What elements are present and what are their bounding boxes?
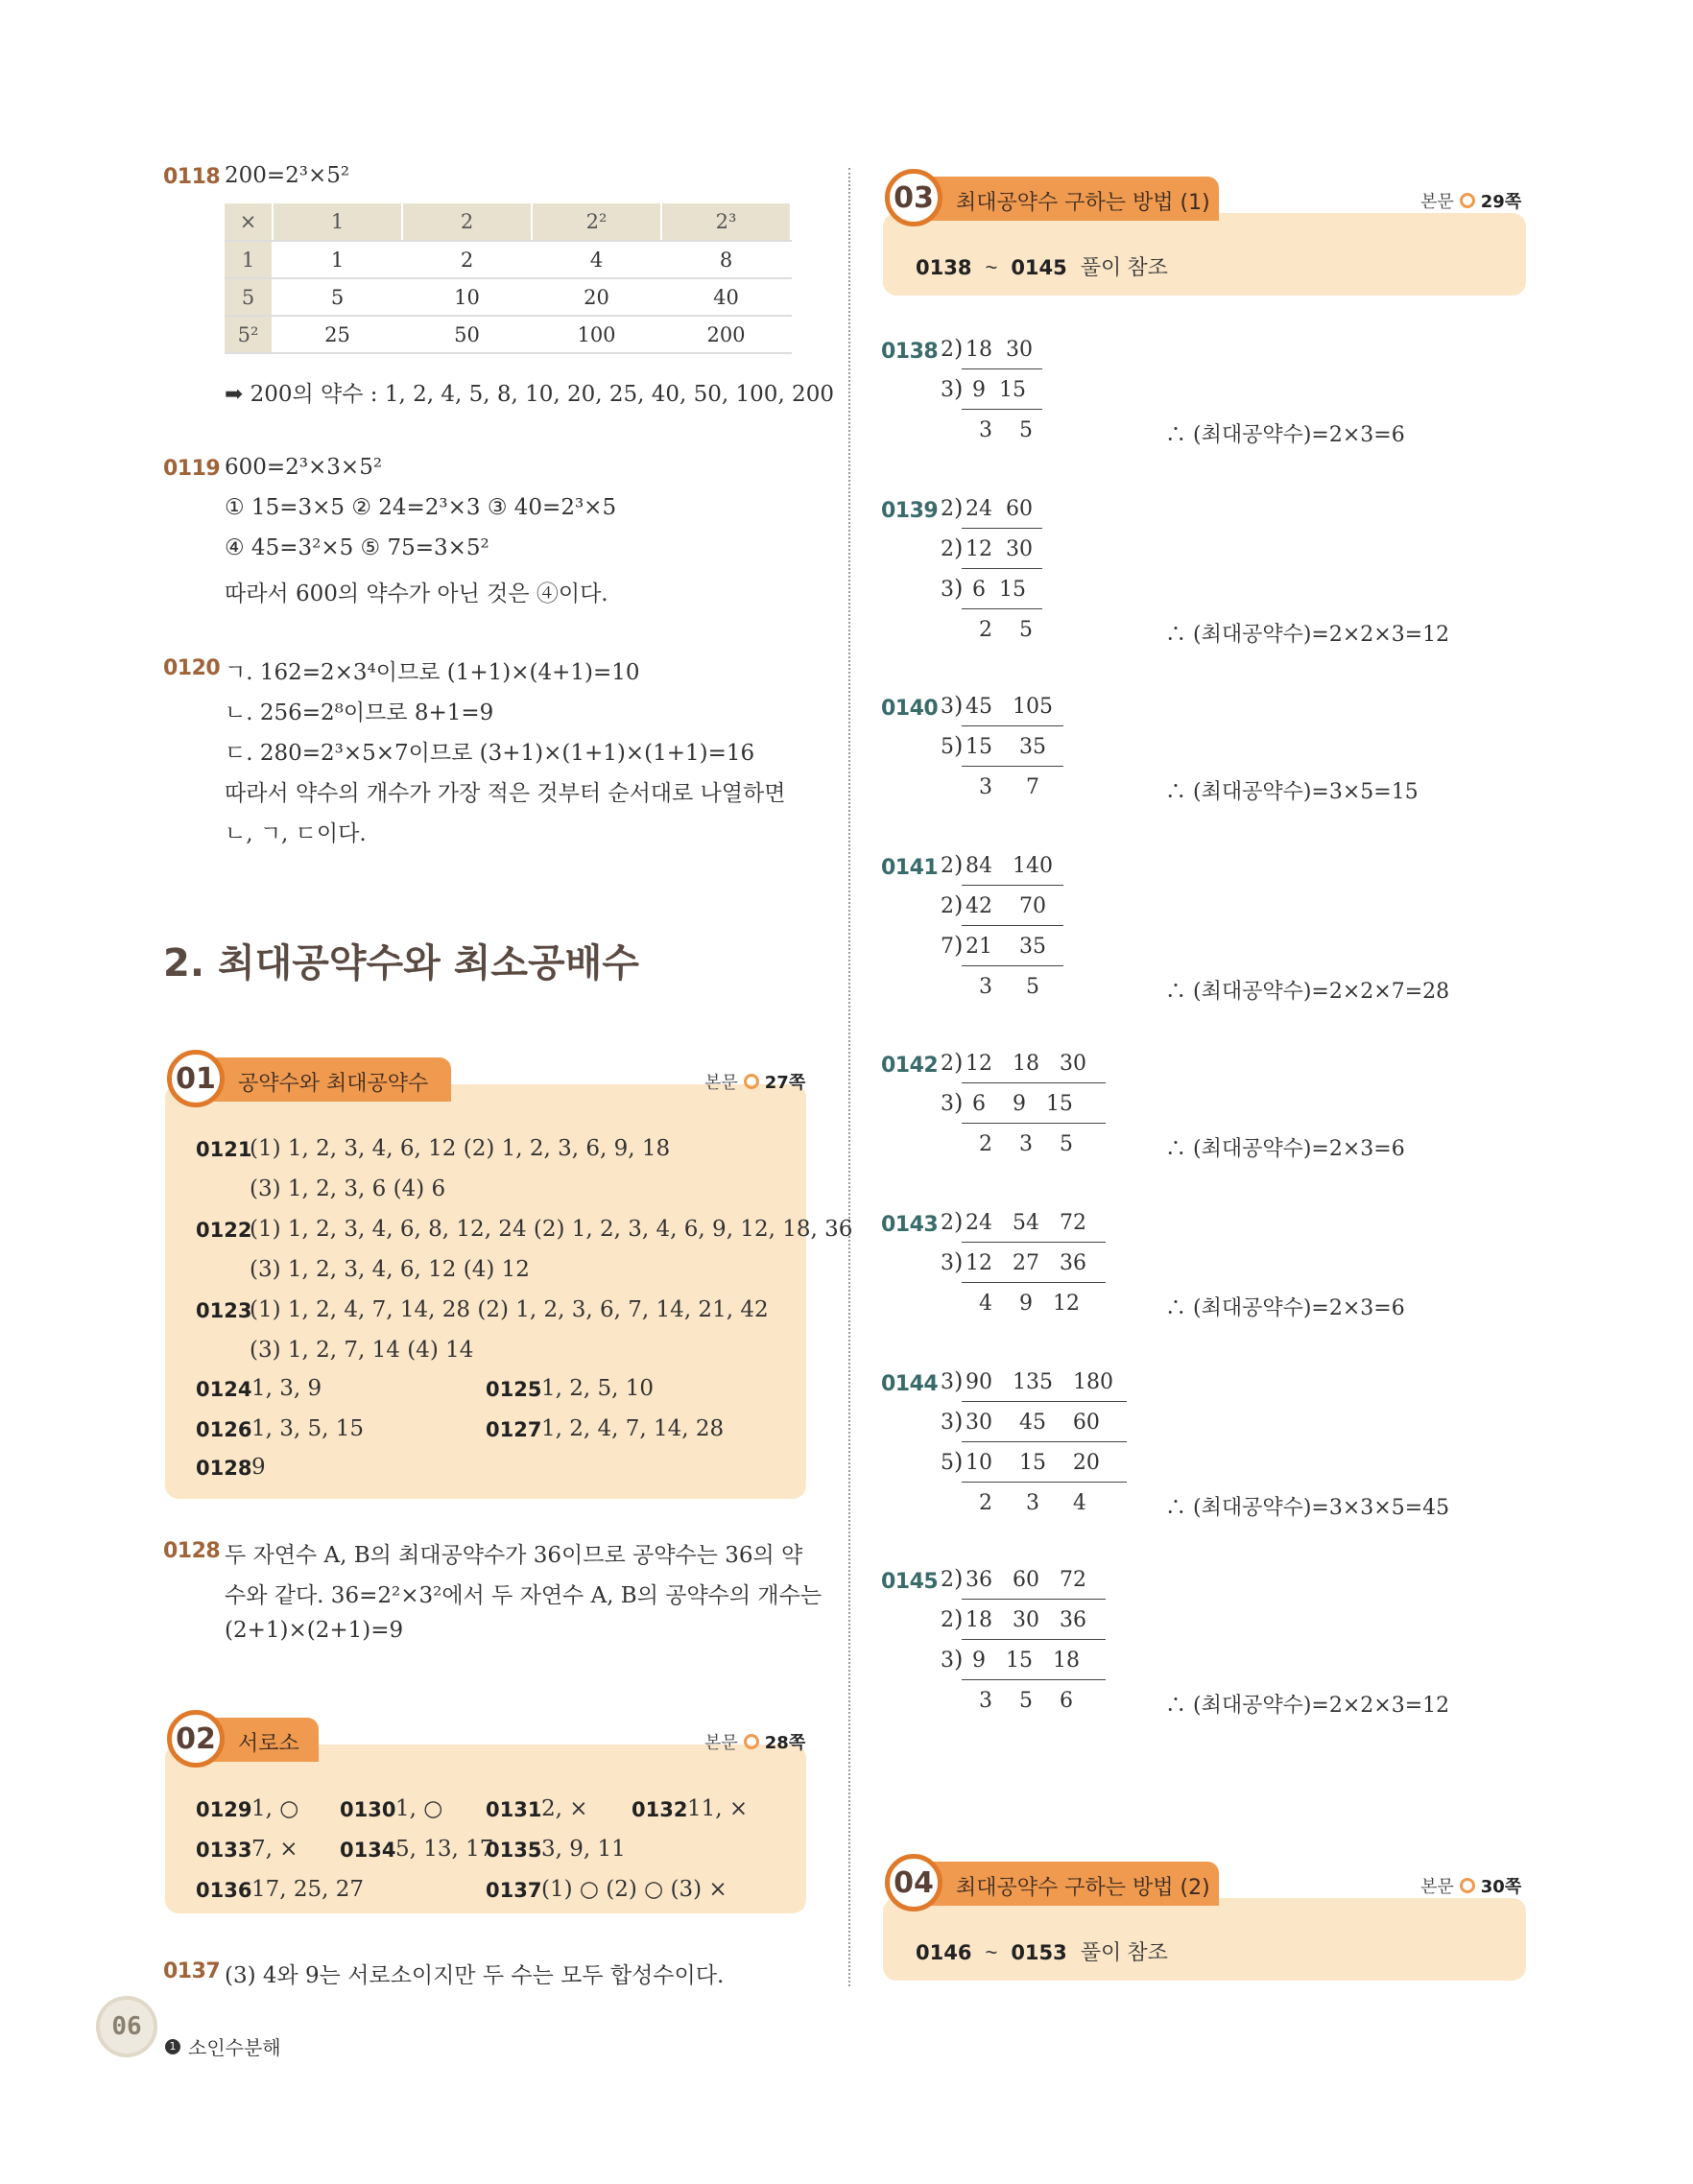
division-bracket: )	[954, 851, 964, 878]
answer-line: (1) 1, 2, 3, 4, 6, 8, 12, 24 (2) 1, 2, 3, 4, 6, 9, 12, 18, 36	[250, 1217, 853, 1242]
ref-page: 27쪽	[764, 1073, 806, 1093]
division-underline	[962, 766, 1063, 767]
division-underline	[962, 1123, 1106, 1124]
divisor: 2	[941, 497, 954, 521]
text-line: ㄴ, ㄱ, ㄷ이다.	[225, 821, 367, 846]
division-bracket: )	[954, 575, 964, 602]
division-underline	[962, 965, 1063, 966]
column-divider	[848, 168, 850, 1986]
section-04-number: 04	[885, 1854, 942, 1911]
problem-number: 0124	[196, 1378, 252, 1401]
divisor: 5	[941, 735, 954, 759]
dividend: 9 15 18	[966, 1649, 1080, 1673]
range-end: 0153	[1011, 1941, 1067, 1964]
problem-number: 0129	[196, 1798, 252, 1821]
range-tilde: ~	[985, 255, 998, 279]
gcd-result: ∴ (최대공약수)=3×5=15	[1165, 780, 1419, 804]
answer-line: 9	[251, 1455, 266, 1480]
problem-number: 0145	[881, 1570, 939, 1594]
equation: 200=2³×5²	[225, 163, 350, 188]
ref-page: 28쪽	[764, 1733, 806, 1753]
divisor: 2	[941, 1568, 954, 1592]
problem-number: 0121	[196, 1138, 252, 1161]
range-start: 0146	[916, 1941, 972, 1964]
answer-line: 1, 3, 5, 15	[251, 1416, 365, 1441]
dividend: 15 35	[966, 735, 1046, 759]
problem-number: 0135	[486, 1839, 542, 1862]
section-04-ref	[1420, 1873, 1521, 1898]
answer-line: (3) 1, 2, 3, 4, 6, 12 (4) 12	[250, 1257, 530, 1282]
problem-number: 0120	[163, 656, 221, 680]
section-03-body	[916, 251, 1168, 281]
division-bracket: )	[954, 1049, 964, 1076]
division-underline	[962, 1242, 1106, 1243]
problem-number: 0141	[881, 856, 939, 880]
problem-number: 0126	[196, 1418, 252, 1441]
page-number: 06	[96, 1996, 157, 2057]
text-line: ㄷ. 280=2³×5×7이므로 (3+1)×(1+1)×(1+1)=16	[225, 741, 755, 766]
arrow-circle-icon	[744, 1074, 759, 1089]
division-underline	[962, 1482, 1127, 1483]
quotient-row: 3 5	[979, 418, 1033, 442]
text-line: ㄴ. 256=2⁸이므로 8+1=9	[225, 700, 494, 725]
table-cell: 5²	[225, 316, 273, 353]
answer-line: (3) 1, 2, 7, 14 (4) 14	[250, 1338, 474, 1363]
problem-number: 0142	[881, 1054, 939, 1078]
answer-line: 3, 9, 11	[541, 1837, 626, 1862]
quotient-row: 2 3 5	[979, 1132, 1073, 1156]
division-bracket: )	[954, 534, 964, 561]
section-03-number: 03	[885, 169, 942, 226]
table-cell: 1	[273, 241, 402, 278]
table-cell: 2	[402, 241, 532, 278]
answer-line: (3) 1, 2, 3, 6 (4) 6	[250, 1176, 446, 1201]
text-line: ① 15=3×5 ② 24=2³×3 ③ 40=2³×5	[225, 495, 617, 520]
dividend: 10 15 20	[966, 1451, 1100, 1475]
dividend: 30 45 60	[966, 1411, 1100, 1435]
answer-line: 2, ×	[541, 1796, 588, 1821]
problem-number: 0132	[632, 1798, 688, 1821]
gcd-result: ∴ (최대공약수)=2×3=6	[1165, 1296, 1405, 1320]
table-cell: 5	[225, 278, 273, 316]
problem-number: 0123	[196, 1299, 252, 1322]
answer-line: 17, 25, 27	[251, 1877, 365, 1902]
division-underline	[962, 925, 1063, 926]
division-underline	[962, 608, 1042, 609]
gcd-result: ∴ (최대공약수)=3×3×5=45	[1165, 1496, 1450, 1520]
text-line: 따라서 약수의 개수가 가장 적은 것부터 순서대로 나열하면	[225, 781, 786, 806]
gcd-result: ∴ (최대공약수)=2×3=6	[1165, 1137, 1405, 1161]
text-line: 두 자연수 A, B의 최대공약수가 36이므로 공약수는 36의 약	[225, 1543, 803, 1568]
table-cell: 200	[661, 316, 791, 353]
division-bracket: )	[954, 1646, 964, 1673]
arrow-circle-icon	[1460, 1878, 1475, 1893]
divisor: 3	[941, 1649, 954, 1673]
division-bracket: )	[954, 494, 964, 521]
problem-number: 0136	[196, 1879, 252, 1902]
text-line: (2+1)×(2+1)=9	[225, 1618, 404, 1643]
dividend: 90 135 180	[966, 1370, 1113, 1394]
text-line: (3) 4와 9는 서로소이지만 두 수는 모두 합성수이다.	[225, 1963, 725, 1988]
divisor-result: ➡ 200의 약수 : 1, 2, 4, 5, 8, 10, 20, 25, 40, 50, 100, 200	[225, 382, 834, 407]
range-tilde: ~	[985, 1940, 998, 1964]
section-01-ref	[704, 1069, 805, 1094]
text-line: ④ 45=3²×5 ⑤ 75=3×5²	[225, 535, 489, 560]
division-underline	[962, 1441, 1127, 1442]
dividend: 36 60 72	[966, 1568, 1086, 1592]
problem-number: 0122	[196, 1219, 252, 1242]
chapter-number: 1	[165, 2039, 180, 2054]
section-01-number: 01	[167, 1050, 225, 1107]
problem-number: 0131	[486, 1798, 542, 1821]
dividend: 18 30 36	[966, 1608, 1086, 1632]
table-header-cell: 2	[402, 203, 532, 241]
table-header-cell: 2²	[532, 203, 661, 241]
ref-page: 29쪽	[1480, 192, 1522, 212]
divisor: 3	[941, 578, 954, 602]
divisor: 3	[941, 1251, 954, 1275]
dividend: 6 9 15	[966, 1092, 1073, 1116]
text-line: 600=2³×3×5²	[225, 455, 383, 480]
division-underline	[962, 568, 1042, 569]
dividend: 84 140	[966, 854, 1053, 878]
problem-number: 0137	[163, 1959, 221, 1983]
division-underline	[962, 1282, 1106, 1283]
table-cell: 25	[273, 316, 402, 353]
text-line: ㄱ. 162=2×3⁴이므로 (1+1)×(4+1)=10	[225, 660, 640, 685]
arrow-circle-icon	[1460, 193, 1475, 208]
answer-line: 7, ×	[251, 1837, 298, 1862]
answer-line: 11, ×	[687, 1796, 749, 1821]
table-cell: 40	[661, 278, 791, 316]
dividend: 12 18 30	[966, 1052, 1086, 1076]
division-bracket: )	[954, 891, 964, 918]
ref-label: 본문	[1420, 1877, 1454, 1897]
table-cell: 50	[402, 316, 532, 353]
section-04-title: 최대공약수 구하는 방법 (2)	[956, 1876, 1210, 1900]
section-02-title: 서로소	[238, 1732, 299, 1756]
problem-number: 0128	[163, 1539, 221, 1563]
table-header-cell: ×	[225, 203, 273, 241]
dividend: 18 30	[966, 338, 1033, 362]
answer-line: 1, 2, 5, 10	[541, 1376, 655, 1401]
divisor: 7	[941, 935, 954, 959]
dividend: 6 15	[966, 578, 1026, 602]
ref-label: 본문	[704, 1073, 738, 1093]
problem-number: 0125	[486, 1378, 542, 1401]
division-underline	[962, 1639, 1106, 1640]
quotient-row: 2 5	[979, 618, 1033, 642]
divisor-table	[225, 203, 792, 354]
dividend: 24 54 72	[966, 1211, 1086, 1235]
body-note: 풀이 참조	[1080, 1940, 1168, 1964]
gcd-result: ∴ (최대공약수)=2×3=6	[1165, 423, 1405, 447]
dividend: 24 60	[966, 497, 1033, 521]
problem-number: 0139	[881, 499, 939, 523]
division-bracket: )	[954, 1089, 964, 1116]
division-underline	[962, 1401, 1127, 1402]
division-bracket: )	[954, 335, 964, 362]
division-bracket: )	[954, 1248, 964, 1275]
dividend: 21 35	[966, 935, 1046, 959]
gcd-result: ∴ (최대공약수)=2×2×3=12	[1165, 623, 1450, 647]
division-bracket: )	[954, 1565, 964, 1592]
divisor: 2	[941, 1211, 954, 1235]
divisor: 3	[941, 695, 954, 719]
divisor: 5	[941, 1451, 954, 1475]
section-03-title: 최대공약수 구하는 방법 (1)	[956, 191, 1210, 215]
division-bracket: )	[954, 1605, 964, 1632]
division-bracket: )	[954, 375, 964, 402]
division-underline	[962, 368, 1042, 369]
table-cell: 100	[532, 316, 661, 353]
section-02-ref	[704, 1729, 805, 1754]
divisor: 2	[941, 338, 954, 362]
quotient-row: 3 5	[979, 975, 1039, 999]
dividend: 12 30	[966, 537, 1033, 561]
ref-page: 30쪽	[1480, 1877, 1522, 1897]
section-02-number: 02	[167, 1710, 225, 1768]
division-underline	[962, 528, 1042, 529]
chapter-footer	[165, 2032, 281, 2060]
gcd-result: ∴ (최대공약수)=2×2×3=12	[1165, 1694, 1450, 1718]
divisor: 3	[941, 1411, 954, 1435]
table-cell: 10	[402, 278, 532, 316]
division-underline	[962, 885, 1063, 886]
problem-number: 0134	[340, 1839, 396, 1862]
answer-line: 1, ○	[395, 1796, 443, 1821]
table-cell: 4	[532, 241, 661, 278]
section-03-ref	[1420, 188, 1521, 213]
problem-number: 0144	[881, 1372, 939, 1396]
chapter-title: 소인수분해	[188, 2036, 281, 2059]
quotient-row: 3 7	[979, 775, 1039, 799]
table-cell: 20	[532, 278, 661, 316]
quotient-row: 3 5 6	[979, 1689, 1073, 1713]
problem-number: 0133	[196, 1839, 252, 1862]
division-bracket: )	[954, 1208, 964, 1235]
dividend: 42 70	[966, 894, 1046, 918]
section-01-title: 공약수와 최대공약수	[238, 1072, 429, 1096]
range-end: 0145	[1011, 256, 1067, 279]
problem-number: 0138	[881, 340, 939, 364]
division-underline	[962, 409, 1042, 410]
quotient-row: 4 9 12	[979, 1292, 1080, 1316]
problem-number: 0127	[486, 1418, 542, 1441]
problem-number: 0143	[881, 1213, 939, 1237]
table-cell: 8	[661, 241, 791, 278]
body-note: 풀이 참조	[1080, 255, 1168, 279]
answer-line: 1, 2, 4, 7, 14, 28	[541, 1416, 725, 1441]
answer-line: 1, 3, 9	[251, 1376, 322, 1401]
divisor: 3	[941, 1092, 954, 1116]
division-underline	[962, 1679, 1106, 1680]
table-cell: 1	[225, 241, 273, 278]
table-header-cell: 2³	[661, 203, 791, 241]
quotient-row: 2 3 4	[979, 1491, 1086, 1515]
divisor: 2	[941, 1052, 954, 1076]
division-bracket: )	[954, 932, 964, 959]
dividend: 9 15	[966, 378, 1026, 402]
table-cell: 5	[273, 278, 402, 316]
division-underline	[962, 1599, 1106, 1600]
problem-number: 0118	[163, 165, 221, 189]
divisor: 2	[941, 894, 954, 918]
divisor: 2	[941, 1608, 954, 1632]
division-bracket: )	[954, 692, 964, 719]
dividend: 12 27 36	[966, 1251, 1086, 1275]
range-start: 0138	[916, 256, 972, 279]
arrow-circle-icon	[744, 1734, 759, 1749]
section-04-body	[916, 1936, 1168, 1966]
divisor: 2	[941, 854, 954, 878]
divisor: 3	[941, 1370, 954, 1394]
division-underline	[962, 725, 1063, 726]
section-heading: 2. 최대공약수와 최소공배수	[163, 941, 639, 985]
divisor: 3	[941, 378, 954, 402]
problem-number: 0130	[340, 1798, 396, 1821]
gcd-result: ∴ (최대공약수)=2×2×7=28	[1165, 980, 1450, 1004]
problem-number: 0128	[196, 1457, 252, 1480]
text-line: 따라서 600의 약수가 아닌 것은 ④이다.	[225, 582, 608, 606]
division-bracket: )	[954, 732, 964, 759]
ref-label: 본문	[704, 1733, 738, 1753]
divisor: 2	[941, 537, 954, 561]
answer-line: (1) ○ (2) ○ (3) ×	[541, 1877, 727, 1902]
problem-number: 0137	[486, 1879, 542, 1902]
division-bracket: )	[954, 1408, 964, 1435]
problem-number: 0140	[881, 697, 939, 721]
answer-line: (1) 1, 2, 4, 7, 14, 28 (2) 1, 2, 3, 6, 7, 14, 21, 42	[250, 1297, 769, 1322]
division-underline	[962, 1082, 1106, 1083]
answer-line: 1, ○	[251, 1796, 299, 1821]
division-bracket: )	[954, 1367, 964, 1394]
table-header-cell: 1	[273, 203, 402, 241]
ref-label: 본문	[1420, 192, 1454, 212]
problem-number: 0119	[163, 457, 221, 481]
answer-line: (1) 1, 2, 3, 4, 6, 12 (2) 1, 2, 3, 6, 9, 18	[250, 1136, 671, 1161]
answer-line: 5, 13, 17	[395, 1837, 494, 1862]
dividend: 45 105	[966, 695, 1053, 719]
division-bracket: )	[954, 1448, 964, 1475]
text-line: 수와 같다. 36=2²×3²에서 두 자연수 A, B의 공약수의 개수는	[225, 1583, 823, 1608]
